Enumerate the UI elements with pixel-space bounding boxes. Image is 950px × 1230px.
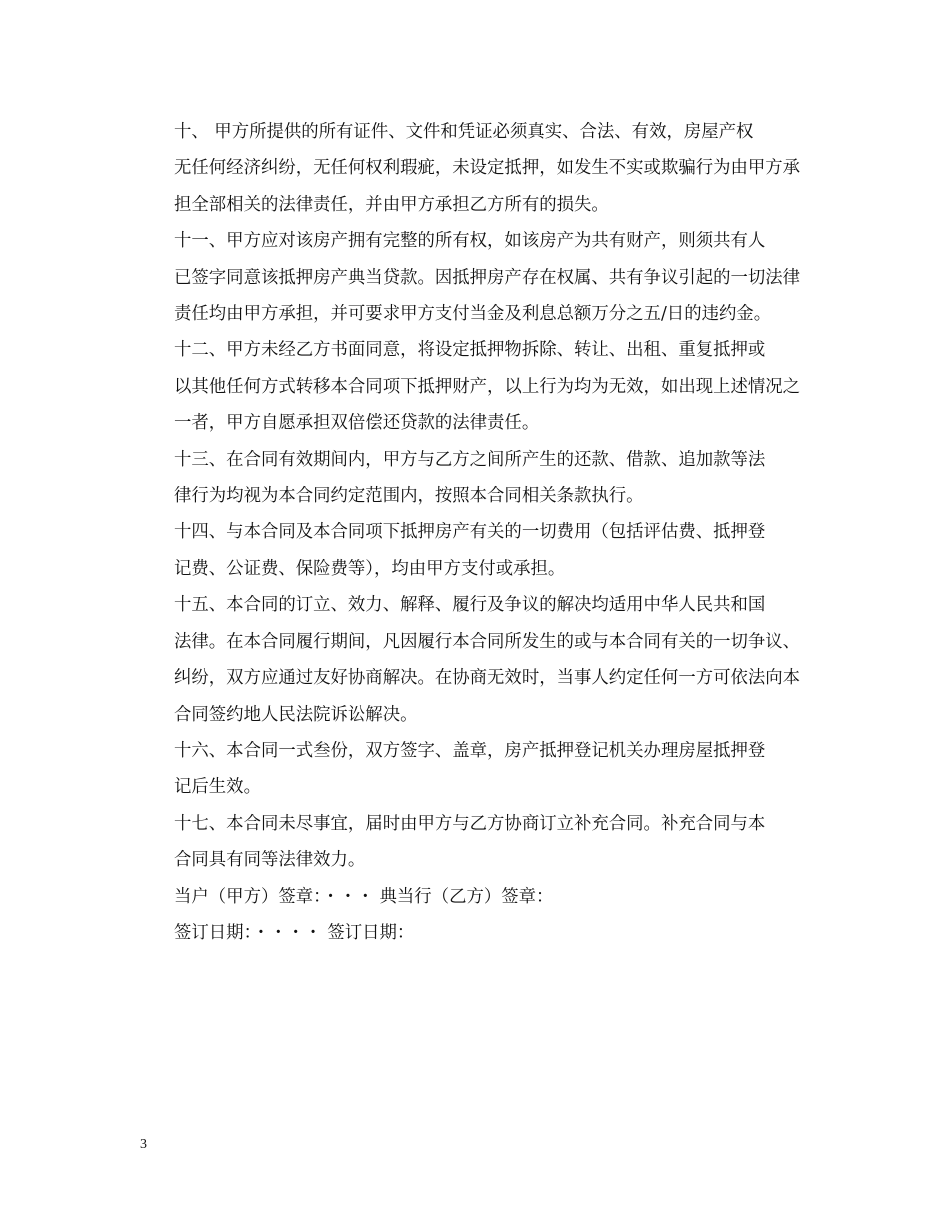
clause-line: 无任何经济纠纷，无任何权利瑕疵，未设定抵押，如发生不实或欺骗行为由甲方承 [174, 158, 801, 179]
clause-11 [140, 223, 812, 332]
clause-line: 合同具有同等法律效力。 [174, 850, 366, 871]
clause-10 [140, 114, 812, 223]
clause-line: 一者，甲方自愿承担双倍偿还贷款的法律责任。 [174, 413, 540, 434]
clause-line: 十二、甲方未经乙方书面同意，将设定抵押物拆除、转让、出租、重复抵押或 [174, 340, 766, 361]
clause-line: 法律。在本合同履行期间，凡因履行本合同所发生的或与本合同有关的一切争议、 [174, 631, 801, 652]
signature-line: 当户（甲方）签章：・・・ 典当行（乙方）签章： [174, 886, 554, 907]
signing-date-line: 签订日期：・・・・ 签订日期： [174, 922, 415, 943]
clause-line: 十五、本合同的订立、效力、解释、履行及争议的解决均适用中华人民共和国 [174, 595, 766, 616]
clause-line: 十七、本合同未尽事宜，届时由甲方与乙方协商订立补充合同。补充合同与本 [174, 813, 766, 834]
clause-line: 合同签约地人民法院诉讼解决。 [174, 704, 418, 725]
clause-line: 纠纷，双方应通过友好协商解决。在协商无效时，当事人约定任何一方可依法向本 [174, 668, 801, 689]
page-number: 3 [140, 1137, 147, 1152]
clause-17 [140, 806, 812, 879]
clause-line: 十四、与本合同及本合同项下抵押房产有关的一切费用（包括评估费、抵押登 [174, 522, 766, 543]
clause-line: 律行为均视为本合同约定范围内，按照本合同相关条款执行。 [174, 486, 644, 507]
clause-line: 十六、本合同一式叁份，双方签字、盖章，房产抵押登记机关办理房屋抵押登 [174, 740, 766, 761]
clause-line: 已签字同意该抵押房产典当贷款。因抵押房产存在权属、共有争议引起的一切法律 [174, 267, 801, 288]
clause-line: 记后生效。 [174, 777, 261, 798]
clause-line: 十一、甲方应对该房产拥有完整的所有权，如该房产为共有财产，则须共有人 [174, 231, 766, 252]
clause-line: 十三、在合同有效期间内，甲方与乙方之间所产生的还款、借款、追加款等法 [174, 449, 766, 470]
clause-line: 十、 甲方所提供的所有证件、文件和凭证必须真实、合法、有效，房屋产权 [174, 122, 754, 142]
contract-body [140, 114, 812, 951]
clause-15 [140, 587, 812, 733]
clause-line: 以其他任何方式转移本合同项下抵押财产，以上行为均为无效，如出现上述情况之 [174, 376, 801, 397]
clause-line: 责任均由甲方承担，并可要求甲方支付当金及利息总额万分之五/日的违约金。 [174, 304, 772, 325]
clause-16 [140, 733, 812, 806]
clause-14 [140, 514, 812, 587]
clause-12 [140, 332, 812, 441]
clause-13 [140, 442, 812, 515]
clause-line: 担全部相关的法律责任，并由甲方承担乙方所有的损失。 [174, 194, 609, 215]
clause-line: 记费、公证费、保险费等），均由甲方支付或承担。 [174, 558, 566, 579]
